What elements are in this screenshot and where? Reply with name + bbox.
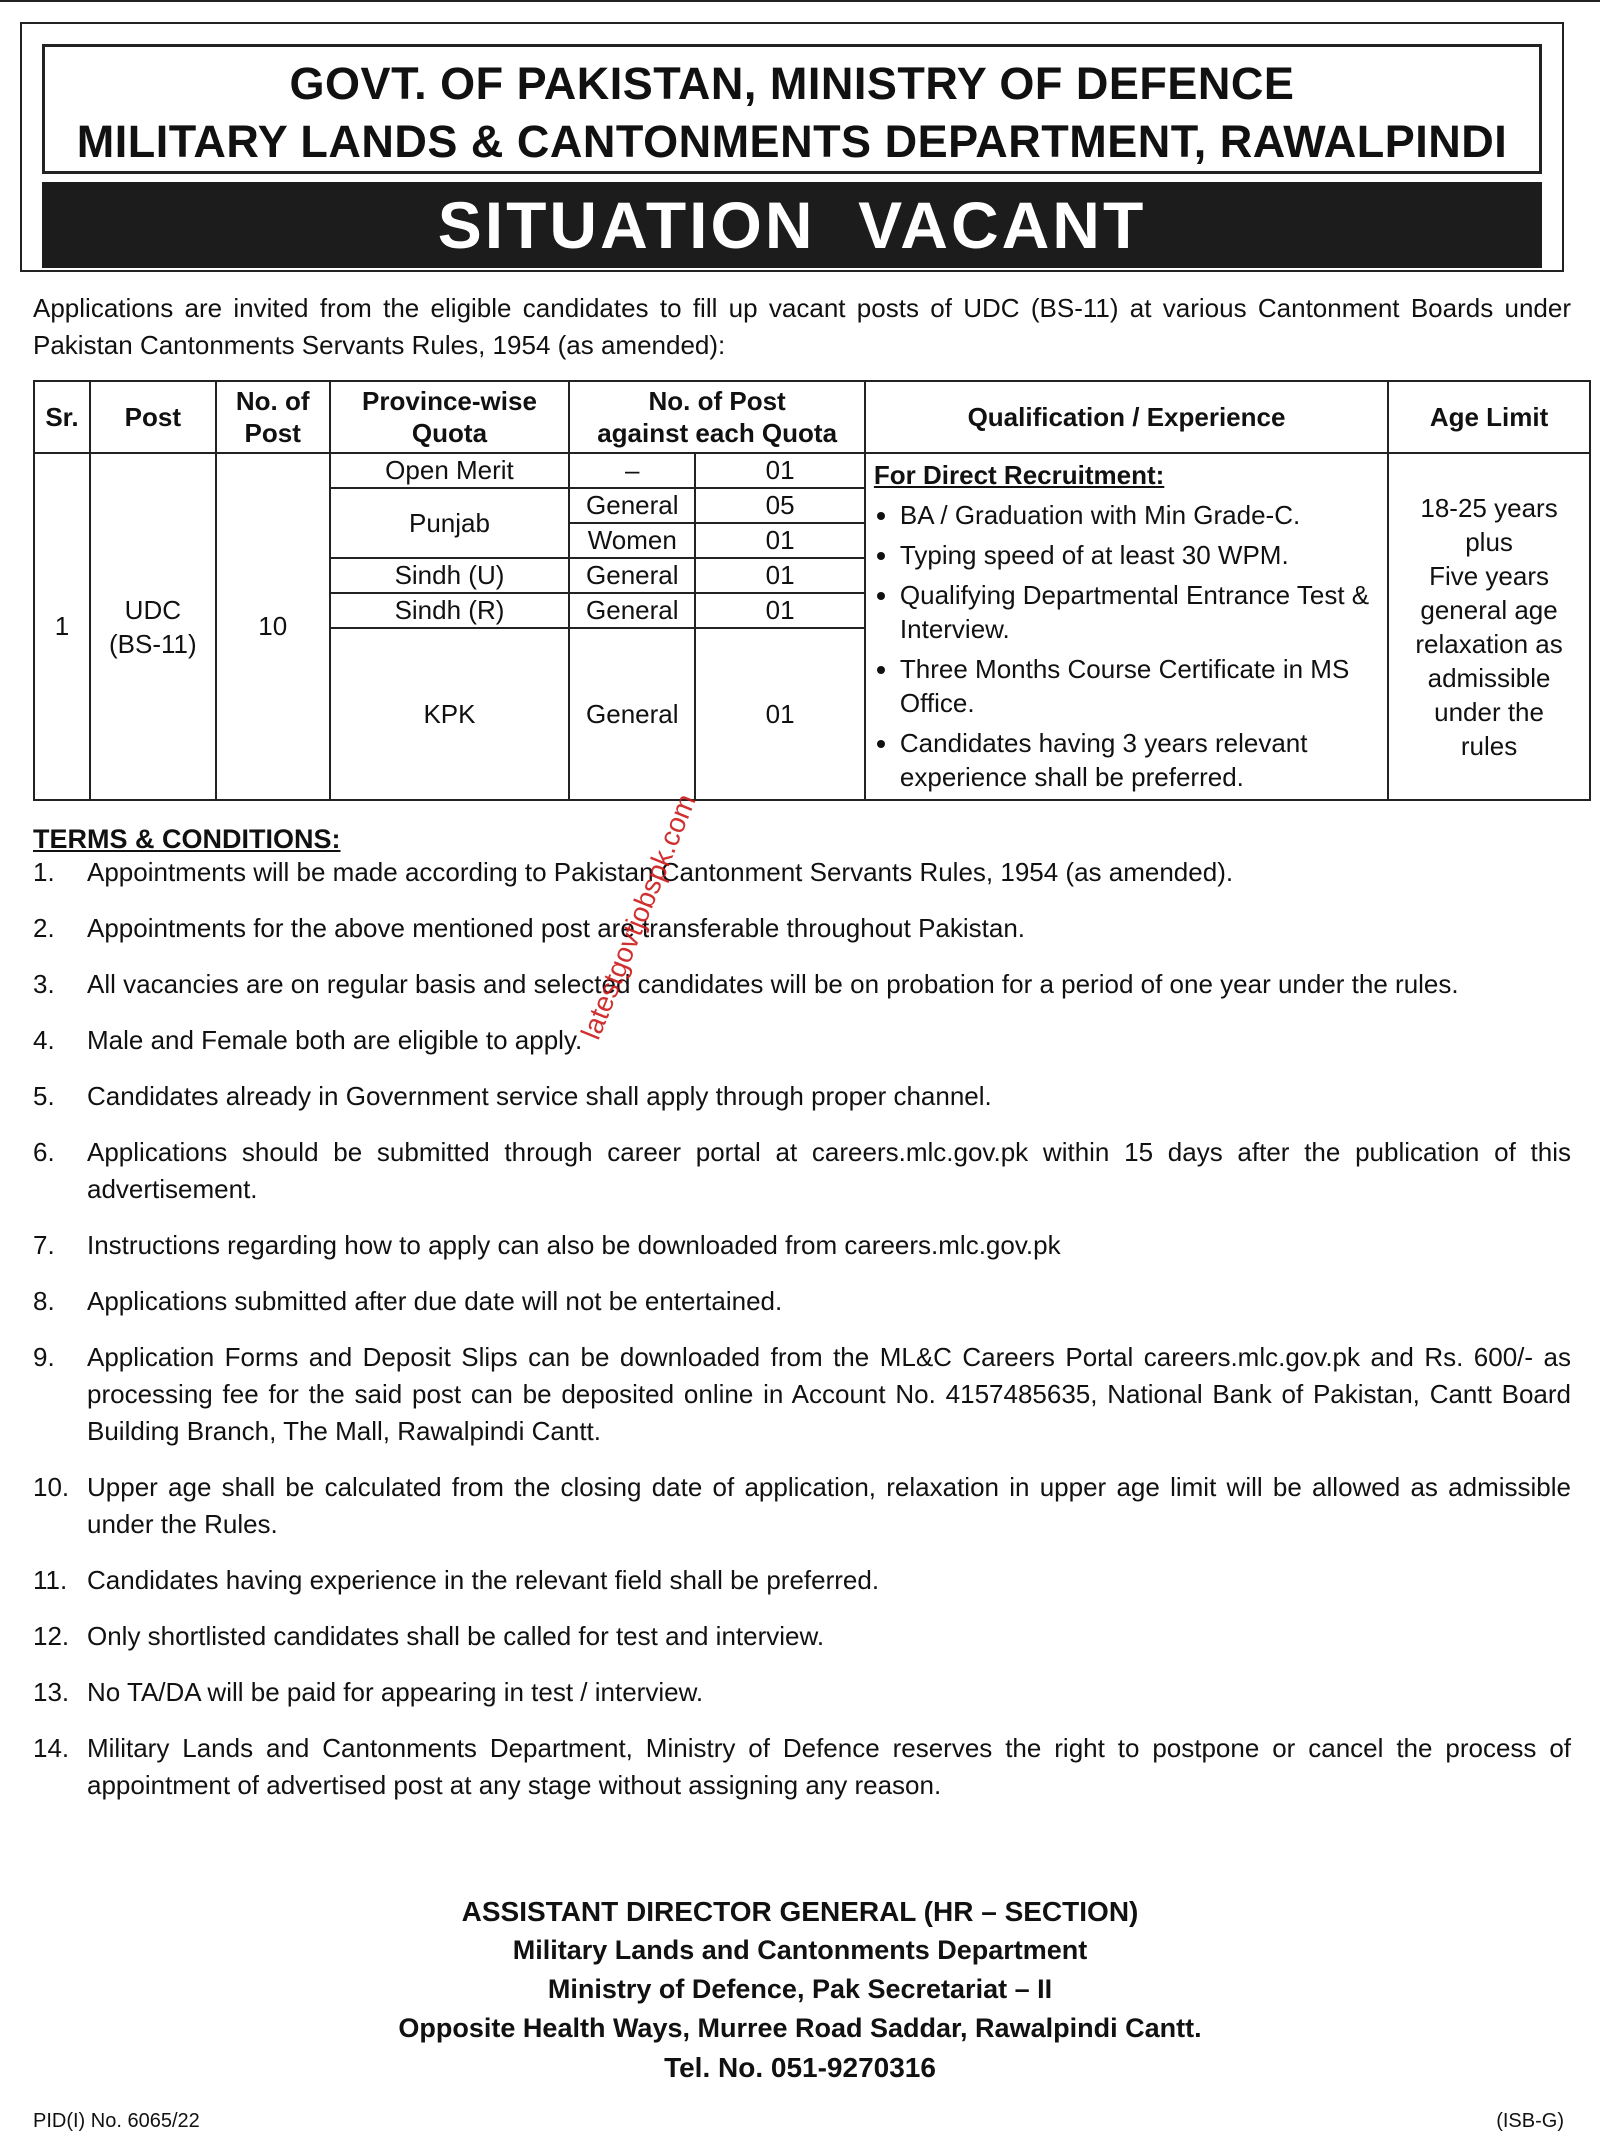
cell-count: 01 xyxy=(695,558,865,593)
list-item: 13. No TA/DA will be paid for appearing in test / interview. xyxy=(33,1677,704,1707)
list-item: • Typing speed of at least 30 WPM. xyxy=(900,538,1381,572)
watermark-text: latestgovtjobspk.com xyxy=(575,789,702,1044)
cell-count: 01 xyxy=(695,628,865,800)
cell-count: 01 xyxy=(695,453,865,488)
signature-block xyxy=(0,1892,1600,2087)
cell-category: General xyxy=(569,628,695,800)
header-qualification: Qualification / Experience xyxy=(865,381,1388,453)
list-item: • Candidates having 3 years relevant experience shall be preferred. xyxy=(900,726,1381,794)
address-line-2: Ministry of Defence, Pak Secretariat – II xyxy=(547,1974,1053,2004)
cell-category: General xyxy=(569,593,695,628)
cell-count: 01 xyxy=(695,523,865,558)
list-item: 10. Upper age shall be calculated from the closing date of application, relaxation in upper age limit will be allowed as admissible under the Rules. xyxy=(33,1472,1571,1539)
terms-heading: TERMS & CONDITIONS: xyxy=(33,824,341,854)
isb-code: (ISB-G) xyxy=(1496,2110,1564,2132)
header-province-quota: Province-wise Quota xyxy=(330,381,570,453)
vacancy-table xyxy=(33,380,1591,801)
qualification-list xyxy=(874,498,1381,794)
header-age-limit: Age Limit xyxy=(1388,381,1590,453)
list-item: 3. All vacancies are on regular basis and selected candidates will be on probation for a period of one year under the rules. xyxy=(33,969,1459,999)
list-item: 12. Only shortlisted candidates shall be called for test and interview. xyxy=(33,1621,825,1651)
situation-vacant-banner: SITUATION VACANT xyxy=(42,182,1542,268)
table-header-row xyxy=(34,381,1590,453)
header-line-2: MILITARY LANDS & CANTONMENTS DEPARTMENT, RAWALPINDI xyxy=(76,116,1508,167)
list-item: • BA / Graduation with Min Grade-C. xyxy=(900,498,1381,532)
address-line-1: Military Lands and Cantonments Department xyxy=(512,1935,1088,1965)
table-row xyxy=(34,453,1590,488)
cell-province: Open Merit xyxy=(330,453,570,488)
qualification-heading: For Direct Recruitment: xyxy=(873,460,1165,490)
intro-paragraph: Applications are invited from the eligible candidates to fill up vacant posts of UDC (BS-11) at various Cantonment Boards under Pakistan Cantonments Servants Rules, 1954 (as amended): xyxy=(33,293,1571,360)
list-item: 11. Candidates having experience in the relevant field shall be preferred. xyxy=(33,1565,880,1595)
cell-province: Sindh (U) xyxy=(330,558,570,593)
cell-province: Sindh (R) xyxy=(330,593,570,628)
header-post: Post xyxy=(90,381,216,453)
address-line-3: Opposite Health Ways, Murree Road Saddar, Rawalpindi Cantt. xyxy=(398,2013,1202,2043)
list-item: 4. Male and Female both are eligible to apply. xyxy=(33,1025,583,1055)
header-post-per-quota: No. of Post against each Quota xyxy=(569,381,865,453)
list-item: 6. Applications should be submitted through career portal at careers.mlc.gov.pk within 15 days after the publication of this advertisement. xyxy=(33,1137,1571,1204)
list-item: 2. Appointments for the above mentioned post are transferable throughout Pakistan. xyxy=(33,913,1026,943)
cell-province: Punjab xyxy=(330,488,570,558)
pid-number: PID(I) No. 6065/22 xyxy=(33,2110,200,2132)
telephone-number: Tel. No. 051-9270316 xyxy=(664,2052,936,2083)
terms-list xyxy=(33,854,1571,1823)
cell-category: General xyxy=(569,558,695,593)
list-item: 1. Appointments will be made according to Pakistan Cantonment Servants Rules, 1954 (as amended). xyxy=(33,857,1234,887)
list-item: 7. Instructions regarding how to apply can also be downloaded from careers.mlc.gov.pk xyxy=(33,1230,1061,1260)
cell-category: General xyxy=(569,488,695,523)
cell-sr: 1 xyxy=(34,453,90,800)
cell-no-of-post: 10 xyxy=(216,453,330,800)
signatory-title: ASSISTANT DIRECTOR GENERAL (HR – SECTION) xyxy=(461,1896,1139,1927)
cell-age-limit: 18-25 years plus Five years general age relaxation as admissible under the rules xyxy=(1388,453,1590,800)
list-item: 9. Application Forms and Deposit Slips can be downloaded from the ML&C Careers Portal careers.mlc.gov.pk and Rs. 600/- as processing fee for the said post can be deposited online in Account No. 4157485635, National Bank of Pakistan, Cantt Board Building Branch, The Mall, Rawalpindi Cantt. xyxy=(33,1342,1571,1446)
cell-category: – xyxy=(569,453,695,488)
cell-province: KPK xyxy=(330,628,570,800)
header-no-of-post: No. of Post xyxy=(216,381,330,453)
header-line-1: GOVT. OF PAKISTAN, MINISTRY OF DEFENCE xyxy=(289,58,1295,109)
list-item: 8. Applications submitted after due date will not be entertained. xyxy=(33,1286,783,1316)
list-item: 5. Candidates already in Government service shall apply through proper channel. xyxy=(33,1081,992,1111)
cell-qualification xyxy=(865,453,1388,800)
cell-count: 01 xyxy=(695,593,865,628)
list-item: 14. Military Lands and Cantonments Department, Ministry of Defence reserves the right to postpone or cancel the process of appointment of advertised post at any stage without assigning any reason. xyxy=(33,1733,1571,1800)
cell-post: UDC (BS-11) xyxy=(90,453,216,800)
cell-category: Women xyxy=(569,523,695,558)
header-sr: Sr. xyxy=(34,381,90,453)
cell-count: 05 xyxy=(695,488,865,523)
header-frame xyxy=(20,22,1564,272)
list-item: • Three Months Course Certificate in MS Office. xyxy=(900,652,1381,720)
list-item: • Qualifying Departmental Entrance Test & Interview. xyxy=(900,578,1381,646)
title-box xyxy=(42,44,1542,174)
